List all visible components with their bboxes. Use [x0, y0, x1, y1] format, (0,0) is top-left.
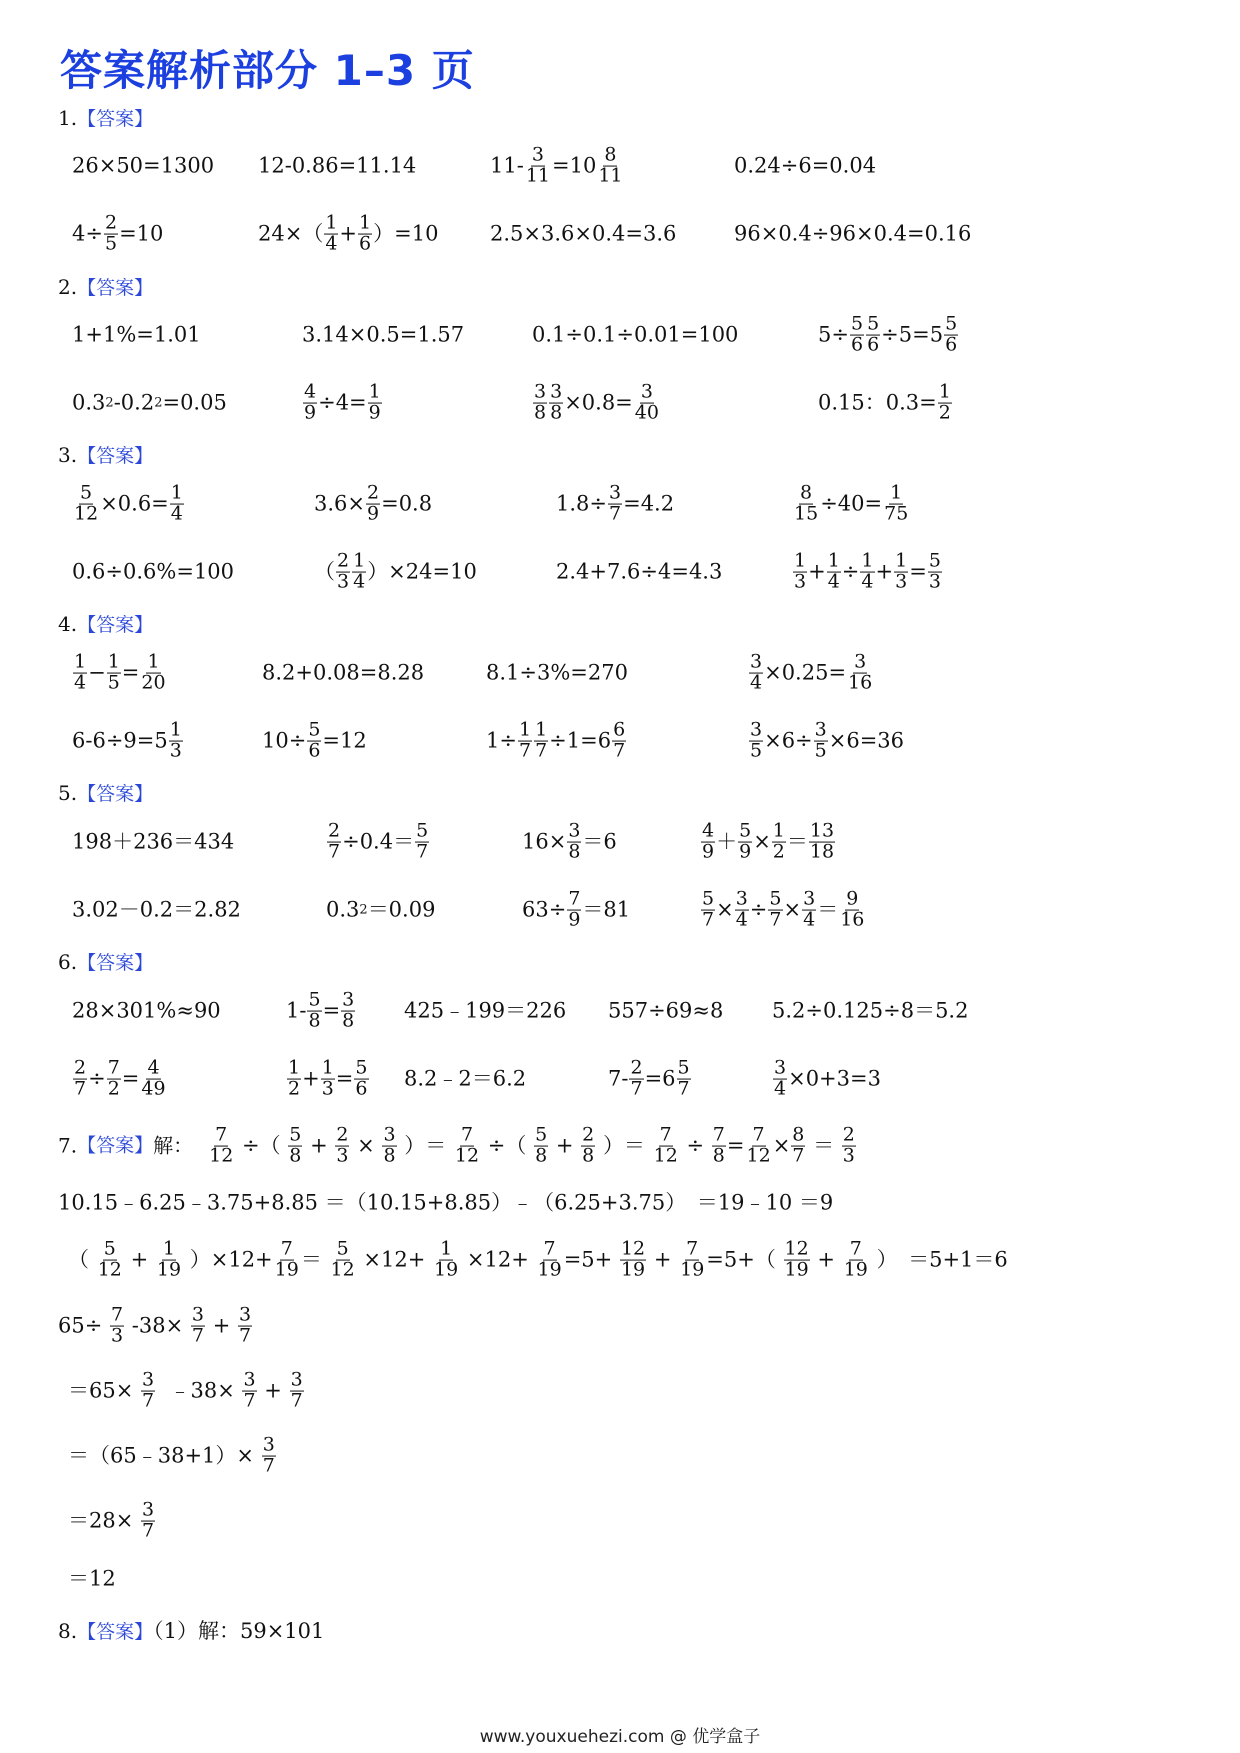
fraction: 8 11: [598, 143, 623, 187]
q3-expr-4: $\frac{8}{15}$ ÷40= $\frac{1}{75}$: [794, 481, 909, 525]
q1-expr-2: 12-0.86=11.14: [258, 153, 417, 178]
fraction: $\frac{2}{9}$: [367, 481, 380, 525]
fraction: 1 2: [288, 1056, 301, 1100]
fraction: $\frac{3}{11}$: [525, 143, 551, 187]
question-1-header: 1.【答案】: [58, 106, 154, 130]
fraction: $\frac{3}{40}$: [634, 380, 659, 424]
q1-expr-5: 4÷ $\frac{2}{5}$ =10: [72, 211, 164, 255]
q3-expr-3: 1.8÷ $\frac{3}{7}$ =4.2: [556, 481, 675, 525]
q6-expr-3: 425﹣199＝226: [404, 998, 567, 1023]
fraction: $\frac{3}{7}$: [609, 481, 622, 525]
q3-expr-6: （ 2 3 1 4 ）×24=10: [314, 549, 477, 593]
fraction: $\frac{1}{2}$: [772, 819, 785, 863]
q6-expr-2: 1- $\frac{5}{8}$ = $\frac{3}{8}$: [286, 988, 355, 1032]
q7-line-7: ＝28× $\frac{3}{7}$: [68, 1498, 155, 1542]
fraction: $\frac{3}{4}$: [750, 650, 763, 694]
fraction: $\frac{7}{19}$: [843, 1237, 868, 1281]
fraction: $\frac{1}{2}$: [938, 380, 951, 424]
fraction: 2 3: [337, 549, 350, 593]
q2-expr-3: 0.1÷0.1÷0.01=100: [532, 322, 739, 347]
q2-expr-5: 0.3 2 -0.2 2 =0.05: [72, 390, 227, 415]
fraction: 1 3: [169, 718, 182, 762]
question-5-header: 5.【答案】: [58, 781, 154, 805]
question-3-header: 3.【答案】: [58, 443, 154, 467]
q7-line-4: 65÷ $\frac{7}{3}$ -38× $\frac{3}{7}$ + $\frac{3}{7}$: [58, 1303, 252, 1347]
q7-line-6: ＝（65﹣38+1）× $\frac{3}{7}$: [68, 1433, 275, 1477]
q6-expr-5: 5.2÷0.125÷8＝5.2: [772, 998, 969, 1023]
fraction: $\frac{1}{4}$: [827, 549, 840, 593]
fraction: $\frac{7}{9}$: [568, 887, 581, 931]
fraction: $\frac{3}{5}$: [814, 718, 827, 762]
fraction: $\frac{3}{7}$: [243, 1368, 256, 1412]
fraction: $\frac{3}{16}$: [848, 650, 873, 694]
fraction: $\frac{5}{8}$: [308, 988, 321, 1032]
fraction: $\frac{1}{75}$: [884, 481, 909, 525]
fraction: $\frac{7}{12}$: [746, 1123, 771, 1167]
q4-expr-6: 10÷ $\frac{5}{6}$ =12: [262, 718, 367, 762]
q6-expr-10: $\frac{3}{4}$ ×0+3=3: [774, 1056, 881, 1100]
fraction: $\frac{5}{6}$: [850, 312, 864, 356]
fraction: 13 18: [809, 819, 835, 863]
fraction: $\frac{7}{12}$: [209, 1123, 234, 1167]
q2-expr-8: 0.15：0.3= $\frac{1}{2}$: [818, 380, 951, 424]
fraction: $\frac{3}{7}$: [238, 1303, 252, 1347]
q1-expr-1: 26×50=1300: [72, 153, 215, 178]
fraction: 12 19: [784, 1237, 809, 1281]
fraction: $\frac{3}{7}$: [191, 1303, 204, 1347]
q1-expr-6: 24×（ 1 4 + $\frac{1}{6}$ ）=10: [258, 211, 439, 255]
q7-line-2: 10.15﹣6.25﹣3.75+8.85 ＝（10.15+8.85）﹣（6.25+3.75） ＝19﹣10 ＝9: [58, 1190, 834, 1215]
fraction: $\frac{2}{5}$: [104, 211, 118, 255]
fraction: $\frac{7}{12}$: [653, 1123, 678, 1167]
fraction: $\frac{1}{4}$: [170, 481, 183, 525]
fraction: 4 9: [702, 819, 715, 863]
fraction: $\frac{3}{5}$: [750, 718, 763, 762]
fraction: $\frac{5}{7}$: [769, 887, 782, 931]
fraction: $\frac{5}{12}$: [330, 1237, 355, 1281]
q5-expr-1: 198＋236＝434: [72, 829, 235, 854]
fraction: 6 7: [613, 718, 626, 762]
q3-expr-2: 3.6× $\frac{2}{9}$ =0.8: [314, 481, 433, 525]
fraction: $\frac{3}{7}$: [142, 1498, 155, 1542]
fraction: $\frac{2}{7}$: [74, 1056, 87, 1100]
q6-expr-7: 1 2 + $\frac{1}{3}$ = $\frac{5}{6}$: [288, 1056, 368, 1100]
fraction: $\frac{7}{8}$: [712, 1123, 725, 1167]
q6-expr-1: 28×301%≈90: [72, 998, 221, 1023]
fraction: $\frac{1}{6}$: [359, 211, 372, 255]
fraction: $\frac{3}{8}$: [342, 988, 355, 1032]
fraction: 1 4: [325, 211, 338, 255]
fraction: $\frac{1}{4}$: [861, 549, 874, 593]
q1-expr-4: 0.24÷6=0.04: [734, 153, 877, 178]
q2-expr-2: 3.14×0.5=1.57: [302, 322, 465, 347]
fraction: 1 4: [74, 650, 87, 694]
q7-line-1: 7. 【答案】 解： $\frac{7}{12}$ ÷（ 5 8 + $\frac{2}{3}$ × $\frac{3}{8}$ ）＝ $\frac{7}{12}$ ÷（ 5 8 + $\frac{2}{8}$ ）＝ $\frac{7}{12}$ ÷ $\frac{7}{8}$ = $\frac{7}{12}$ × $\frac{8}{7}$ ＝ 2 3: [58, 1123, 855, 1167]
fraction: $\frac{7}{12}$: [454, 1123, 480, 1167]
fraction: 9 16: [840, 887, 865, 931]
fraction: $\frac{4}{49}$: [141, 1056, 166, 1100]
q7-line-3: （ 5 12 + $\frac{1}{19}$ ）×12+ $\frac{7}{19}$ ＝ $\frac{5}{12}$ ×12+ $\frac{1}{19}$ ×12+ $\frac{7}{19}$ =5+ $\frac{12}{19}$ + $\frac{7}{19}$ =5+（ 12 19 + $\frac{7}{19}$ ） ＝5+1＝6: [68, 1237, 1008, 1281]
q6-expr-9: 7- $\frac{2}{7}$ =6 5 7: [608, 1056, 690, 1100]
q3-expr-5: 0.6÷0.6%=100: [72, 559, 235, 584]
fraction: $\frac{7}{3}$: [111, 1303, 124, 1347]
fraction: $\frac{2}{3}$: [336, 1123, 349, 1167]
fraction: $\frac{1}{19}$: [434, 1237, 459, 1281]
fraction: $\frac{3}{8}$: [383, 1123, 396, 1167]
fraction: $\frac{3}{7}$: [262, 1433, 275, 1477]
fraction: $\frac{2}{8}$: [582, 1123, 595, 1167]
fraction: $\frac{3}{7}$: [142, 1368, 155, 1412]
q5-expr-5: 3.02－0.2＝2.82: [72, 897, 241, 922]
q1-expr-7: 2.5×3.6×0.4=3.6: [490, 221, 677, 246]
fraction: $\frac{1}{3}$: [321, 1056, 334, 1100]
question-8-header: 8.【答案】（1）解：59×101: [58, 1619, 325, 1643]
fraction: 5 12: [97, 1237, 122, 1281]
fraction: $\frac{3}{8}$: [550, 380, 563, 424]
q4-expr-5: 6-6÷9=5 1 3: [72, 718, 182, 762]
fraction: $\frac{5}{9}$: [739, 819, 752, 863]
fraction: $\frac{3}{4}$: [803, 887, 816, 931]
q7-line-5: ＝65× $\frac{3}{7}$ ﹣38× $\frac{3}{7}$ + $\frac{3}{7}$: [68, 1368, 303, 1412]
fraction: 1 4: [353, 549, 366, 593]
fraction: $\frac{2}{7}$: [328, 819, 341, 863]
fraction: $\frac{1}{7}$: [535, 718, 548, 762]
q1-expr-8: 96×0.4÷96×0.4=0.16: [734, 221, 972, 246]
q5-expr-3: 16× $\frac{3}{8}$ ＝6: [522, 819, 617, 863]
q4-expr-7: 1÷ $\frac{1}{7}$ $\frac{1}{7}$ ÷1=6 6 7: [486, 718, 626, 762]
fraction: $\frac{7}{19}$: [537, 1237, 562, 1281]
q2-expr-7: 3 8 $\frac{3}{8}$ ×0.8= $\frac{3}{40}$: [534, 380, 659, 424]
fraction: $\frac{1}{19}$: [156, 1237, 182, 1281]
fraction: 5 8: [289, 1123, 302, 1167]
fraction: $\frac{1}{9}$: [368, 380, 381, 424]
q3-expr-7: 2.4+7.6÷4=4.3: [556, 559, 723, 584]
fraction: $\frac{5}{6}$: [355, 1056, 368, 1100]
question-6-header: 6.【答案】: [58, 950, 154, 974]
q5-expr-8: $\frac{5}{7}$ × $\frac{3}{4}$ ÷ $\frac{5}{7}$ × $\frac{3}{4}$ ＝ 9 16: [702, 887, 865, 931]
q5-expr-2: $\frac{2}{7}$ ÷0.4＝ 5 7: [328, 819, 429, 863]
fraction: $\frac{7}{19}$: [680, 1237, 705, 1281]
fraction: $\frac{1}{7}$: [518, 718, 532, 762]
fraction: $\frac{3}{7}$: [290, 1368, 303, 1412]
fraction: $\frac{3}{8}$: [568, 819, 581, 863]
q6-expr-4: 557÷69≈8: [608, 998, 724, 1023]
fraction: 5 6: [945, 312, 958, 356]
q6-expr-8: 8.2﹣2＝6.2: [404, 1066, 527, 1091]
fraction: $\frac{1}{5}$: [107, 650, 120, 694]
fraction: $\frac{7}{2}$: [107, 1056, 120, 1100]
q2-expr-6: $\frac{4}{9}$ ÷4= $\frac{1}{9}$: [304, 380, 381, 424]
q4-expr-8: $\frac{3}{5}$ ×6÷ $\frac{3}{5}$ ×6=36: [750, 718, 905, 762]
fraction: $\frac{4}{9}$: [304, 380, 317, 424]
q6-expr-6: $\frac{2}{7}$ ÷ $\frac{7}{2}$ = $\frac{4}{49}$: [74, 1056, 166, 1100]
fraction: 5 7: [677, 1056, 690, 1100]
fraction: $\frac{12}{19}$: [620, 1237, 646, 1281]
q3-expr-1: $\frac{5}{12}$ ×0.6= $\frac{1}{4}$: [74, 481, 183, 525]
fraction: $\frac{1}{20}$: [141, 650, 166, 694]
fraction: 3 8: [534, 380, 547, 424]
q2-expr-1: 1+1%=1.01: [72, 322, 201, 347]
fraction: $\frac{3}{4}$: [735, 887, 748, 931]
question-4-header: 4.【答案】: [58, 612, 154, 636]
footer-watermark: www.youxuehezi.com @ 优学盒子: [479, 1727, 761, 1747]
q3-expr-8: 1 3 + $\frac{1}{4}$ ÷ $\frac{1}{4}$ + $\frac{1}{3}$ = $\frac{5}{3}$: [794, 549, 941, 593]
fraction: $\frac{8}{7}$: [792, 1123, 805, 1167]
q5-expr-6: 0.3 2 ＝0.09: [326, 897, 436, 922]
q2-expr-4: 5÷ $\frac{5}{6}$ $\frac{5}{6}$ ÷5=5 5 6: [818, 312, 958, 356]
fraction: $\frac{1}{3}$: [895, 549, 908, 593]
q4-expr-4: $\frac{3}{4}$ ×0.25= $\frac{3}{16}$: [750, 650, 873, 694]
fraction: $\frac{5}{3}$: [928, 549, 941, 593]
q4-expr-1: 1 4 − $\frac{1}{5}$ = $\frac{1}{20}$: [74, 650, 166, 694]
fraction: 2 3: [842, 1123, 855, 1167]
fraction: $\frac{7}{19}$: [274, 1237, 299, 1281]
fraction: $\frac{3}{4}$: [774, 1056, 787, 1100]
q7-line-8: ＝12: [68, 1566, 116, 1591]
fraction: $\frac{5}{6}$: [308, 718, 321, 762]
fraction: $\frac{8}{15}$: [794, 481, 819, 525]
q5-expr-4: 4 9 ＋ $\frac{5}{9}$ × $\frac{1}{2}$ ＝ 13 18: [702, 819, 835, 863]
fraction: $\frac{2}{7}$: [630, 1056, 643, 1100]
fraction: $\frac{5}{12}$: [74, 481, 99, 525]
question-2-header: 2.【答案】: [58, 275, 154, 299]
fraction: $\frac{5}{6}$: [867, 312, 880, 356]
q4-expr-3: 8.1÷3%=270: [486, 660, 628, 685]
q1-expr-3: 11- $\frac{3}{11}$ =10 8 11: [490, 143, 623, 187]
fraction: $\frac{5}{7}$: [702, 887, 715, 931]
fraction: 5 8: [535, 1123, 548, 1167]
q4-expr-2: 8.2+0.08=8.28: [262, 660, 425, 685]
fraction: 5 7: [416, 819, 429, 863]
fraction: 1 3: [794, 549, 807, 593]
q5-expr-7: 63÷ $\frac{7}{9}$ ＝81: [522, 887, 631, 931]
page-title: 答案解析部分 1–3 页: [60, 46, 475, 95]
